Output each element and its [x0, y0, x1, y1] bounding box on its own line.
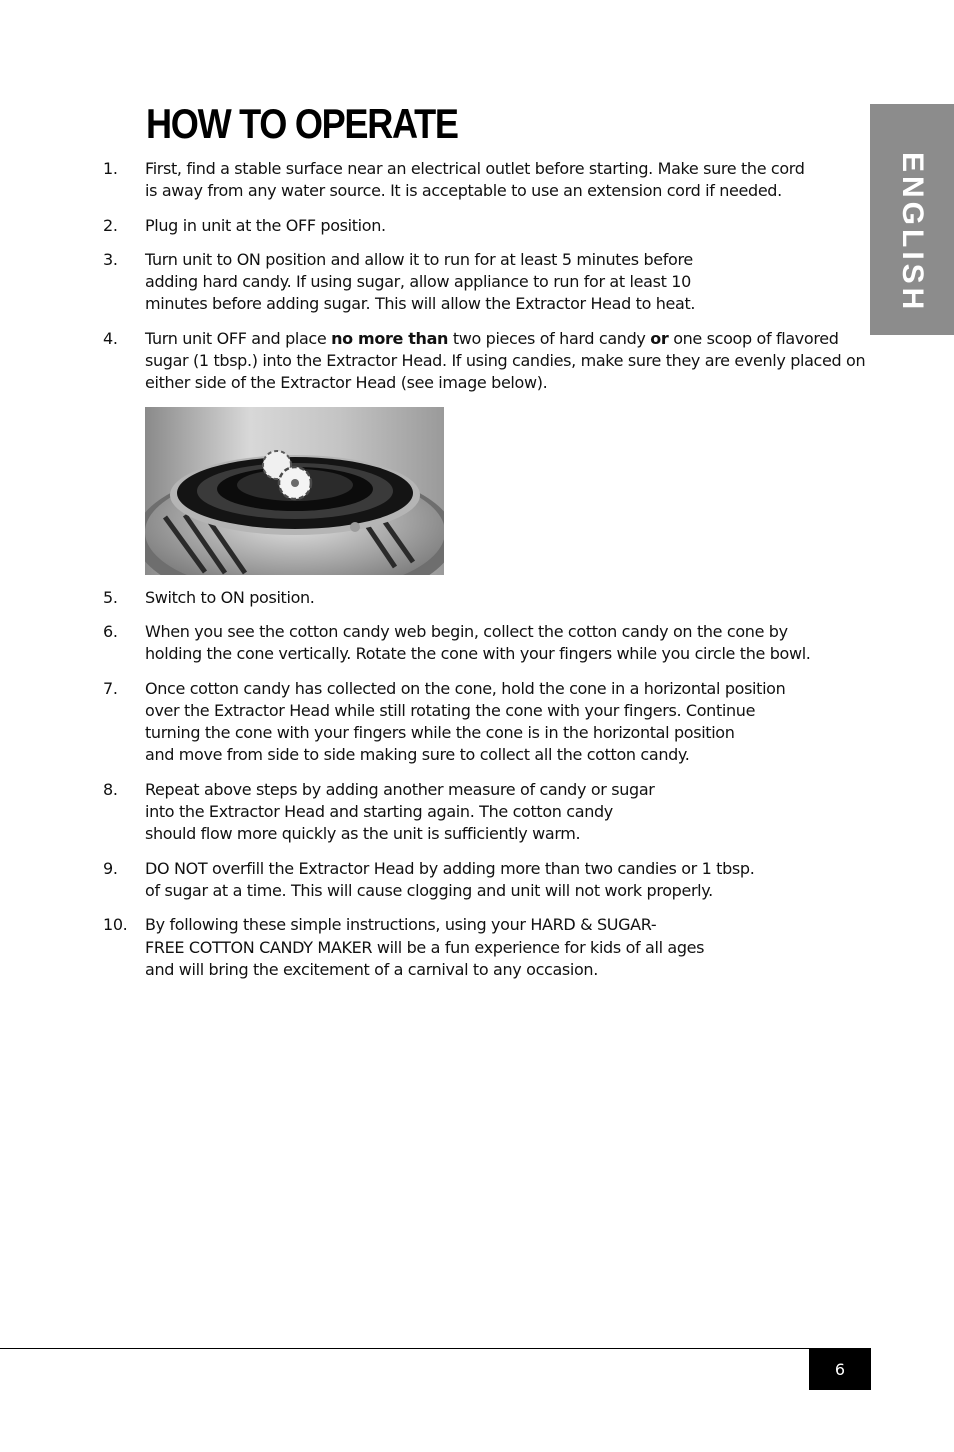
step-number: 4. — [103, 328, 118, 348]
step-text — [145, 328, 870, 395]
step-text: Turn unit to ON position and allow it to run for at least 5 minutes before adding hard candy. If using sugar, allow appliance to run for at least 10 minutes before adding sugar. This will allow the Extractor Head to heat. — [145, 249, 696, 314]
language-tab — [870, 104, 954, 335]
instruction-step — [0, 249, 870, 316]
step-text-part: Turn unit OFF and place — [145, 328, 332, 348]
step-text: First, find a stable surface near an electrical outlet before starting. Make sure the cord is away from any water source. It is acceptable to use an extension cord if needed. — [145, 159, 805, 201]
step-text-part: one scoop of flavored sugar (1 tbsp.) into the Extractor Head. If using candies, make sure they are evenly placed on either side of the Extractor Head (see image below). — [145, 328, 866, 393]
step-number: 6. — [103, 621, 118, 641]
step-number: 2. — [103, 215, 118, 235]
instruction-step — [0, 587, 870, 609]
language-tab-label: ENGLISH — [896, 152, 929, 314]
step-text: Plug in unit at the OFF position. — [145, 215, 386, 235]
instruction-step — [0, 858, 870, 903]
footer-divider — [0, 1348, 870, 1349]
instruction-step — [0, 678, 870, 767]
step-text: When you see the cotton candy web begin, collect the cotton candy on the cone by holding the cone vertically. Rotate the cone with your fingers while you circle the bowl. — [145, 621, 811, 664]
instruction-step — [0, 215, 870, 237]
step-number: 7. — [103, 678, 118, 698]
step-number: 3. — [103, 249, 118, 269]
step-number: 8. — [103, 779, 118, 799]
step-text-part: two pieces of hard candy — [448, 328, 651, 348]
instruction-list — [0, 158, 870, 993]
instruction-step — [0, 328, 870, 395]
step-number: 1. — [103, 159, 118, 178]
emphasis-or: or — [650, 328, 669, 348]
step-text: Repeat above steps by adding another measure of candy or sugar into the Extractor Head and starting again. The cotton candy should flow more quickly as the unit is sufficiently warm. — [145, 779, 655, 844]
instruction-step — [0, 158, 870, 203]
step-number: 5. — [103, 587, 118, 607]
page-title: HOW TO OPERATE — [146, 100, 458, 147]
extractor-head-photo — [145, 407, 444, 575]
step-text: DO NOT overfill the Extractor Head by adding more than two candies or 1 tbsp. of sugar at a time. This will cause clogging and unit will not work properly. — [145, 858, 755, 900]
step-text: Once cotton candy has collected on the cone, hold the cone in a horizontal position over the Extractor Head while still rotating the cone with your fingers. Continue turning the cone with your fingers while the cone is in the horizontal position and move from side to side making sure to collect all the cotton candy. — [145, 678, 786, 765]
step-text: By following these simple instructions, using your HARD & SUGAR- FREE COTTON CANDY MAKER will be a fun experience for kids of all ages and will bring the excitement of a carnival to any occasion. — [145, 915, 705, 979]
page-number: 6 — [834, 1359, 846, 1379]
instruction-step — [0, 914, 870, 981]
page-number-box — [809, 1348, 871, 1390]
step-number: 9. — [103, 858, 118, 878]
instruction-step — [0, 779, 870, 846]
emphasis-no-more-than: no more than — [331, 328, 449, 348]
step-text: Switch to ON position. — [145, 587, 315, 607]
instruction-step — [0, 621, 870, 666]
step-number: 10. — [103, 915, 128, 935]
